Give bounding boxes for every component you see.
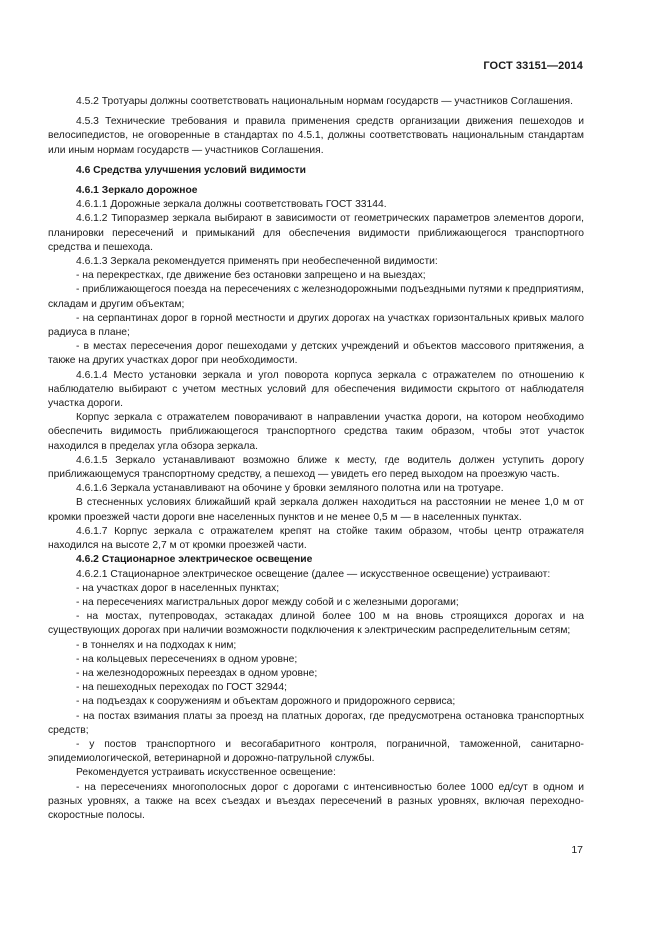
- list-item: - в местах пересечения дорог пешеходами у детских учреждений и объектов массового притяжения, а также на других участках дорог при необходимости.: [48, 341, 584, 367]
- paragraph: 4.6.1.6 Зеркала устанавливают на обочине у бровки земляного полотна или на тротуаре.: [76, 483, 504, 495]
- list-item: - приближающегося поезда на пересечениях с железнодорожными подъездными путями к предприятиям, складам и другим объектам;: [48, 284, 584, 310]
- list-item: - на пересечениях магистральных дорог между собой и с железными дорогами;: [76, 596, 459, 608]
- page-number: 17: [571, 844, 583, 856]
- paragraph: В стесненных условиях ближайший край зеркала должен находиться на расстоянии не менее 1,0 м от кромки проезжей части дороги вне населенных пунктов и не менее 0,5 м — в населенных пунктах.: [48, 497, 584, 523]
- list-item: - на серпантинах дорог в горной местности и других дорогах на участках горизонтальных кривых малого радиуса в плане;: [48, 312, 584, 339]
- list-item: - на железнодорожных переездах в одном уровне;: [76, 667, 318, 679]
- list-item: - на пешеходных переходах по ГОСТ 32944;: [76, 682, 287, 694]
- paragraph: Корпус зеркала с отражателем поворачивают в направлении участка дороги, на котором необходимо обеспечить видимость приближающегося транспортного средства таким образом, чтобы этот участок находился в пределах угла обзора зеркала.: [48, 412, 584, 452]
- document-header: ГОСТ 33151—2014: [483, 60, 583, 72]
- list-item: - у постов транспортного и весогабаритного контроля, пограничной, таможенной, санитарно-эпидемиологической, ветеринарной и дорожно-патрульной службы.: [48, 738, 584, 765]
- list-item: - на подъездах к сооружениям и объектам дорожного и придорожного сервиса;: [76, 696, 456, 708]
- paragraph: 4.6.1.5 Зеркало устанавливают возможно ближе к месту, где водитель должен уступить дорогу приближающемуся транспортному средству, а пешеход — увидеть его перед выходом на проезжую часть.: [48, 454, 584, 481]
- list-item: - на пересечениях многополосных дорог с дорогами с интенсивностью более 1000 ед/сут в одном и разных уровнях, а также на всех съездах и въездах пересечений в разных уровнях, включая переходно-скоростные полосы.: [48, 781, 584, 821]
- paragraph: 4.5.2 Тротуары должны соответствовать национальным нормам государств — участников Соглашения.: [76, 96, 573, 107]
- subsection-heading: 4.6.1 Зеркало дорожное: [76, 185, 198, 197]
- list-item: - в тоннелях и на подходах к ним;: [76, 639, 237, 651]
- paragraph: 4.6.1.1 Дорожные зеркала должны соответствовать ГОСТ 33144.: [76, 199, 387, 211]
- document-body: [48, 95, 584, 823]
- list-item: - на перекрестках, где движение без остановки запрещено и на выездах;: [76, 270, 426, 282]
- list-item: - на участках дорог в населенных пунктах;: [76, 582, 280, 594]
- list-item: - на кольцевых пересечениях в одном уровне;: [76, 653, 298, 665]
- paragraph: 4.6.1.4 Место установки зеркала и угол поворота корпуса зеркала с отражателем по отношению к наблюдателю выбирают с учетом местных условий для обеспечения видимости скрытого от наблюдателя участка дороги.: [48, 369, 584, 410]
- list-item: - на мостах, путепроводах, эстакадах длиной более 100 м на вновь строящихся дорогах и на существующих дорогах при наличии возможности подключения к электрическим распределительным сетям;: [48, 611, 584, 637]
- subsection-heading: 4.6.2 Стационарное электрическое освещение: [76, 554, 313, 566]
- section-heading: 4.6 Средства улучшения условий видимости: [76, 164, 307, 176]
- paragraph: 4.6.1.2 Типоразмер зеркала выбирают в зависимости от геометрических параметров элементов дороги, планировки пересечений и примыканий для обеспечения видимости приближающегося транспортного средства и пешехода.: [48, 213, 584, 253]
- paragraph: 4.6.1.7 Корпус зеркала с отражателем крепят на стойке таким образом, чтобы центр отражателя находился на высоте 2,7 м от кромки проезжей части.: [48, 525, 584, 552]
- list-item: - на постах взимания платы за проезд на платных дорогах, где предусмотрена остановка транспортных средств;: [48, 710, 584, 736]
- paragraph: Рекомендуется устраивать искусственное освещение:: [76, 767, 336, 779]
- paragraph: 4.6.1.3 Зеркала рекомендуется применять при необеспеченной видимости:: [76, 256, 438, 268]
- paragraph: 4.6.2.1 Стационарное электрическое освещение (далее — искусственное освещение) устраивают:: [76, 568, 551, 580]
- paragraph: 4.5.3 Технические требования и правила применения средств организации движения пешеходов и велосипедистов, не оговоренные в стандартах по 4.5.1, должны соответствовать национальным стандартам или иным нормам государств — участников Соглашения.: [48, 116, 584, 156]
